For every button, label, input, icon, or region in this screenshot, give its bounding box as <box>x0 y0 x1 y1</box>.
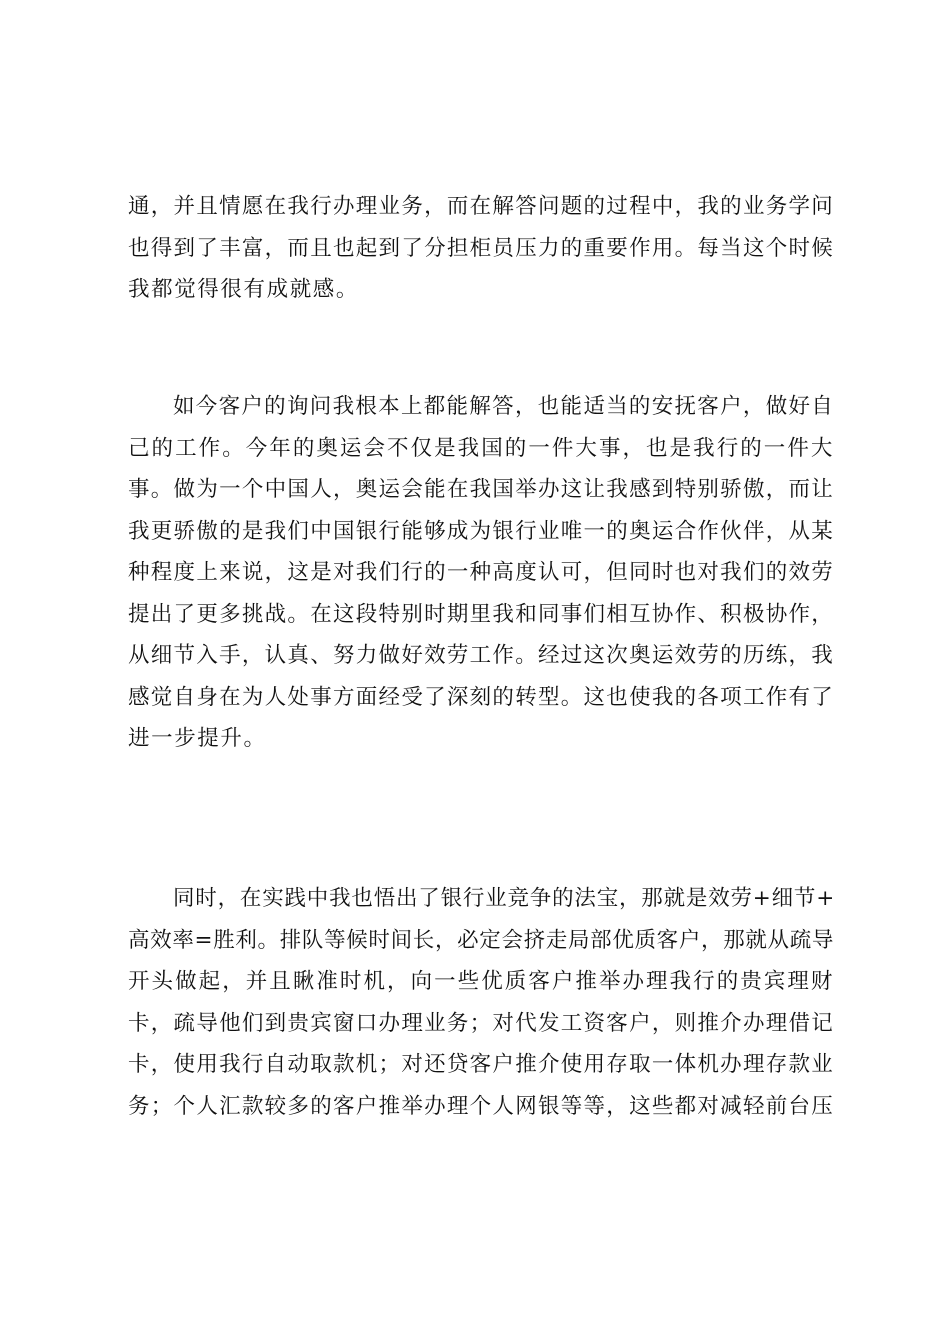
paragraph-line: 开头做起，并且瞅准时机，向一些优质客户推举办理我行的贵宾理财 <box>128 969 834 994</box>
paragraph-line: 进一步提升。 <box>128 726 267 751</box>
paragraph-line: 如今客户的询问我根本上都能解答，也能适当的安抚客户，做好自 <box>173 394 834 419</box>
paragraph-line: 我都觉得很有成就感。 <box>128 277 360 302</box>
paragraph-line: 卡，使用我行自动取款机；对还贷客户推介使用存取一体机办理存款业 <box>128 1052 834 1077</box>
paragraph-line: 高效率=胜利。排队等候时间长，必定会挤走局部优质客户，那就从疏导 <box>128 927 834 953</box>
paragraph-line: 提出了更多挑战。在这段特别时期里我和同事们相互协作、积极协作， <box>128 601 834 627</box>
paragraph-2 <box>128 386 834 760</box>
paragraph-1 <box>128 186 834 311</box>
paragraph-line: 从细节入手，认真、努力做好效劳工作。经过这次奥运效劳的历练，我 <box>128 643 834 668</box>
paragraph-line: 事。做为一个中国人，奥运会能在我国举办这让我感到特别骄傲，而让 <box>128 477 834 502</box>
paragraph-line: 通，并且情愿在我行办理业务，而在解答问题的过程中，我的业务学问 <box>128 194 834 219</box>
paragraph-line: 也得到了丰富，而且也起到了分担柜员压力的重要作用。每当这个时候 <box>128 235 834 261</box>
paragraph-line: 务；个人汇款较多的客户推举办理个人网银等等，这些都对减轻前台压 <box>128 1093 834 1119</box>
paragraph-3 <box>128 878 834 1127</box>
paragraph-line: 种程度上来说，这是对我们行的一种高度认可，但同时也对我们的效劳 <box>128 560 834 585</box>
paragraph-line: 同时，在实践中我也悟出了银行业竞争的法宝，那就是效劳+细节+ <box>173 886 836 911</box>
paragraph-line: 己的工作。今年的奥运会不仅是我国的一件大事，也是我行的一件大 <box>128 435 834 461</box>
paragraph-line: 卡，疏导他们到贵宾窗口办理业务；对代发工资客户，则推介办理借记 <box>128 1010 834 1036</box>
paragraph-line: 感觉自身在为人处事方面经受了深刻的转型。这也使我的各项工作有了 <box>128 684 834 710</box>
paragraph-line: 我更骄傲的是我们中国银行能够成为银行业唯一的奥运合作伙伴，从某 <box>128 518 834 544</box>
